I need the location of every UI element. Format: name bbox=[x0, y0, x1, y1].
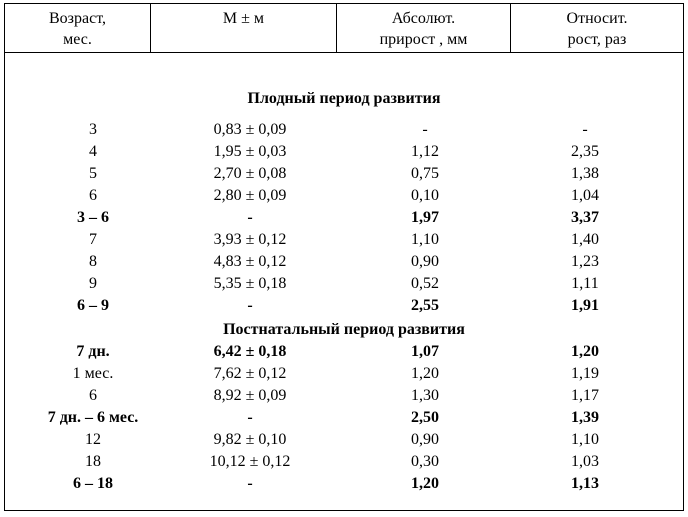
header-rel-line1: Относит. bbox=[566, 10, 628, 27]
cell-age: 7 bbox=[89, 231, 97, 248]
cell-mean: 8,92 ± 0,09 bbox=[213, 387, 287, 404]
cell-abs: 0,75 bbox=[411, 165, 439, 182]
cell-mean: - bbox=[247, 409, 253, 426]
table-row bbox=[5, 163, 683, 185]
cell-abs: - bbox=[422, 121, 428, 138]
cell-abs: 0,90 bbox=[411, 431, 439, 448]
table-row bbox=[5, 207, 683, 229]
cell-mean: 4,83 ± 0,12 bbox=[213, 253, 287, 270]
cell-abs: 1,12 bbox=[411, 143, 439, 160]
table-row bbox=[5, 473, 683, 495]
cell-mean: 6,42 ± 0,18 bbox=[213, 343, 287, 360]
cell-age: 6 – 9 bbox=[77, 297, 109, 314]
table-row bbox=[5, 341, 683, 363]
cell-mean: 9,82 ± 0,10 bbox=[213, 431, 287, 448]
table-row bbox=[5, 385, 683, 407]
cell-rel: 1,17 bbox=[571, 387, 599, 404]
cell-mean: - bbox=[247, 209, 253, 226]
table-row bbox=[5, 407, 683, 429]
cell-rel: 1,23 bbox=[571, 253, 599, 270]
cell-abs: 0,90 bbox=[411, 253, 439, 270]
cell-age: 7 дн. bbox=[76, 343, 110, 360]
cell-rel: - bbox=[582, 121, 588, 138]
cell-abs: 1,20 bbox=[411, 365, 439, 382]
cell-abs: 2,55 bbox=[411, 297, 439, 314]
header-abs bbox=[337, 4, 510, 52]
cell-age: 3 – 6 bbox=[77, 209, 109, 226]
table-row bbox=[5, 251, 683, 273]
cell-age: 9 bbox=[89, 275, 97, 292]
table-row bbox=[5, 141, 683, 163]
table-row bbox=[5, 363, 683, 385]
cell-abs: 1,07 bbox=[411, 343, 439, 360]
table-row bbox=[5, 119, 683, 141]
cell-mean: 3,93 ± 0,12 bbox=[213, 231, 287, 248]
header-rel-line2: рост, раз bbox=[567, 31, 627, 48]
header-abs-line1: Абсолют. bbox=[391, 10, 456, 27]
cell-age: 8 bbox=[89, 253, 97, 270]
cell-mean: 2,70 ± 0,08 bbox=[213, 165, 287, 182]
cell-mean: 2,80 ± 0,09 bbox=[213, 187, 287, 204]
table-row bbox=[5, 451, 683, 473]
section-title-postnatal: Постнатальный период развития bbox=[223, 321, 465, 338]
cell-age: 1 мес. bbox=[72, 365, 114, 382]
cell-rel: 1,11 bbox=[571, 275, 599, 292]
cell-age: 6 bbox=[89, 387, 97, 404]
header-age bbox=[5, 4, 150, 52]
cell-mean: 0,83 ± 0,09 bbox=[213, 121, 287, 138]
header-age-line2: мес. bbox=[63, 31, 92, 48]
cell-rel: 1,20 bbox=[571, 343, 599, 360]
cell-abs: 1,20 bbox=[411, 475, 439, 492]
cell-abs: 0,30 bbox=[411, 453, 439, 470]
cell-abs: 1,10 bbox=[411, 231, 439, 248]
cell-rel: 1,03 bbox=[571, 453, 599, 470]
cell-rel: 1,39 bbox=[571, 409, 599, 426]
cell-mean: - bbox=[247, 297, 253, 314]
table-row bbox=[5, 295, 683, 317]
cell-abs: 1,30 bbox=[411, 387, 439, 404]
data-table bbox=[4, 3, 684, 511]
cell-age: 5 bbox=[89, 165, 97, 182]
cell-abs: 0,10 bbox=[411, 187, 439, 204]
cell-rel: 1,91 bbox=[571, 297, 599, 314]
cell-abs: 0,52 bbox=[411, 275, 439, 292]
table-row bbox=[5, 273, 683, 295]
cell-mean: 5,35 ± 0,18 bbox=[213, 275, 287, 292]
header-mean bbox=[151, 4, 336, 52]
cell-age: 18 bbox=[85, 453, 101, 470]
cell-abs: 1,97 bbox=[411, 209, 439, 226]
cell-mean: 1,95 ± 0,03 bbox=[213, 143, 287, 160]
header-rel bbox=[511, 4, 683, 52]
table-row bbox=[5, 429, 683, 451]
cell-rel: 2,35 bbox=[571, 143, 599, 160]
header-mean-label: М ± м bbox=[222, 10, 265, 27]
cell-rel: 1,04 bbox=[571, 187, 599, 204]
header-age-line1: Возраст, bbox=[49, 10, 106, 27]
cell-rel: 1,38 bbox=[571, 165, 599, 182]
table-row bbox=[5, 229, 683, 251]
cell-age: 3 bbox=[89, 121, 97, 138]
cell-rel: 3,37 bbox=[571, 209, 599, 226]
cell-rel: 1,10 bbox=[571, 431, 599, 448]
cell-rel: 1,19 bbox=[571, 365, 599, 382]
cell-mean: 7,62 ± 0,12 bbox=[213, 365, 287, 382]
cell-age: 4 bbox=[89, 143, 97, 160]
cell-mean: - bbox=[247, 475, 253, 492]
cell-rel: 1,40 bbox=[571, 231, 599, 248]
cell-age: 6 bbox=[89, 187, 97, 204]
cell-abs: 2,50 bbox=[411, 409, 439, 426]
cell-mean: 10,12 ± 0,12 bbox=[209, 453, 291, 470]
table-header bbox=[5, 4, 683, 53]
cell-age: 6 – 18 bbox=[73, 475, 113, 492]
table-row bbox=[5, 185, 683, 207]
header-abs-line2: прирост , мм bbox=[379, 31, 468, 48]
cell-rel: 1,13 bbox=[571, 475, 599, 492]
cell-age: 7 дн. – 6 мес. bbox=[47, 409, 139, 426]
section-title-fetal: Плодный период развития bbox=[247, 90, 441, 107]
cell-age: 12 bbox=[85, 431, 101, 448]
